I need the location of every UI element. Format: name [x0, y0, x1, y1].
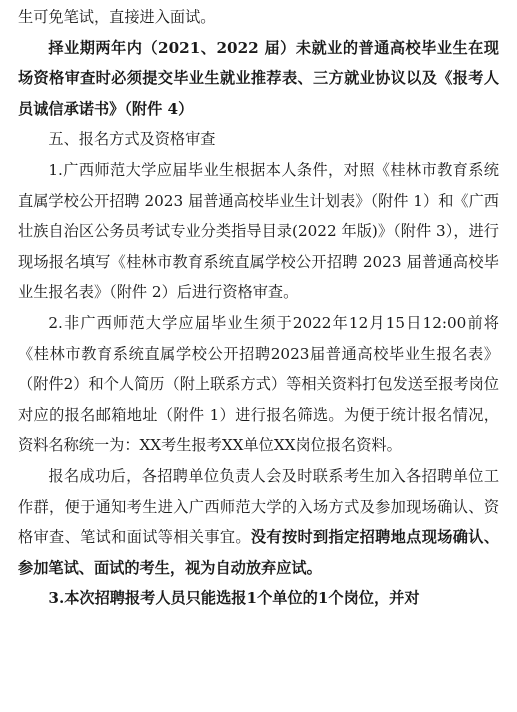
item-3-paragraph: 3.本次招聘报考人员只能选报1个单位的1个岗位，并对 — [48, 589, 420, 608]
forfeit-warning-text: 没有按时到指定招聘地点现场确认、参加笔试、面试的考生，视为自动放弃应试。 — [18, 528, 500, 577]
continuation-line: 生可免笔试，直接进入面试。 — [18, 8, 216, 26]
registration-success-text: 报名成功后，各招聘单位负责人会及时联系考生加入各招聘单位工作群，便于通知考生进入广西师范大学的入场方式及参加现场确认、资格审查、笔试和面试等相关事宜。 — [18, 466, 499, 547]
item-2-paragraph: 2.非广西师范大学应届毕业生须于2022年12月15日12:00前将《桂林市教育系统直属学校公开招聘2023届普通高校毕业生报名表》（附件2）和个人简历（附上联系方式）等相关资料打包发送至报考岗位对应的报名邮箱地址（附件 1）进行报名筛选。为便于统计报名情况，资料名称统一为：XX考生报考XX单位XX岗位报名资料。 — [18, 313, 499, 455]
registration-success-paragraph — [18, 461, 499, 583]
section-heading: 五、报名方式及资格审查 — [48, 130, 216, 149]
item-1-paragraph: 1.广西师范大学应届毕业生根据本人条件，对照《桂林市教育系统直属学校公开招聘 2023 届普通高校毕业生计划表》（附件 1）和《广西壮族自治区公务员考试专业分类指导目录(2022 年版)》（附件 3），进行现场报名填写《桂林市教育系统直属学校公开招聘 2023 届普通高校毕业生报名表》（附件 2）后进行资格审查。 — [18, 160, 499, 302]
bold-requirement-paragraph: 择业期两年内（2021、2022 届）未就业的普通高校毕业生在现场资格审查时必须提交毕业生就业推荐表、三方就业协议以及《报考人员诚信承诺书》（附件 4） — [18, 38, 499, 118]
